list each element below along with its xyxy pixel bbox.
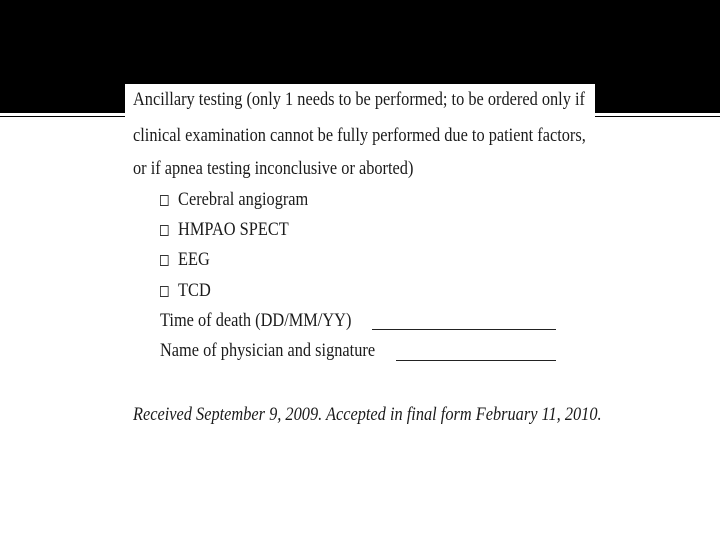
divider-rule-right bbox=[595, 116, 720, 117]
physician-signature-blank[interactable] bbox=[396, 360, 556, 361]
heading-line-3: or if apnea testing inconclusive or aborted) bbox=[133, 158, 414, 179]
received-footnote: Received September 9, 2009. Accepted in final form February 11, 2010. bbox=[133, 404, 602, 425]
time-of-death-label: Time of death (DD/MM/YY) bbox=[160, 310, 352, 331]
option-eeg[interactable] bbox=[160, 249, 210, 271]
heading-line-2: clinical examination cannot be fully performed due to patient factors, bbox=[133, 125, 586, 146]
option-label: EEG bbox=[178, 249, 210, 270]
option-label: TCD bbox=[178, 280, 211, 301]
checkbox-icon[interactable] bbox=[160, 225, 169, 236]
heading-line-1: Ancillary testing (only 1 needs to be performed; to be ordered only if bbox=[133, 89, 585, 110]
option-hmpao-spect[interactable] bbox=[160, 219, 289, 241]
divider-rule-left bbox=[0, 116, 125, 117]
checkbox-icon[interactable] bbox=[160, 286, 169, 297]
checkbox-icon[interactable] bbox=[160, 255, 169, 266]
scanned-form-excerpt bbox=[125, 84, 595, 404]
option-label: HMPAO SPECT bbox=[178, 219, 289, 240]
option-tcd[interactable] bbox=[160, 280, 211, 302]
option-label: Cerebral angiogram bbox=[178, 189, 309, 210]
physician-label: Name of physician and signature bbox=[160, 340, 376, 361]
option-cerebral-angiogram[interactable] bbox=[160, 189, 308, 211]
checkbox-icon[interactable] bbox=[160, 195, 169, 206]
time-of-death-blank[interactable] bbox=[372, 329, 556, 330]
